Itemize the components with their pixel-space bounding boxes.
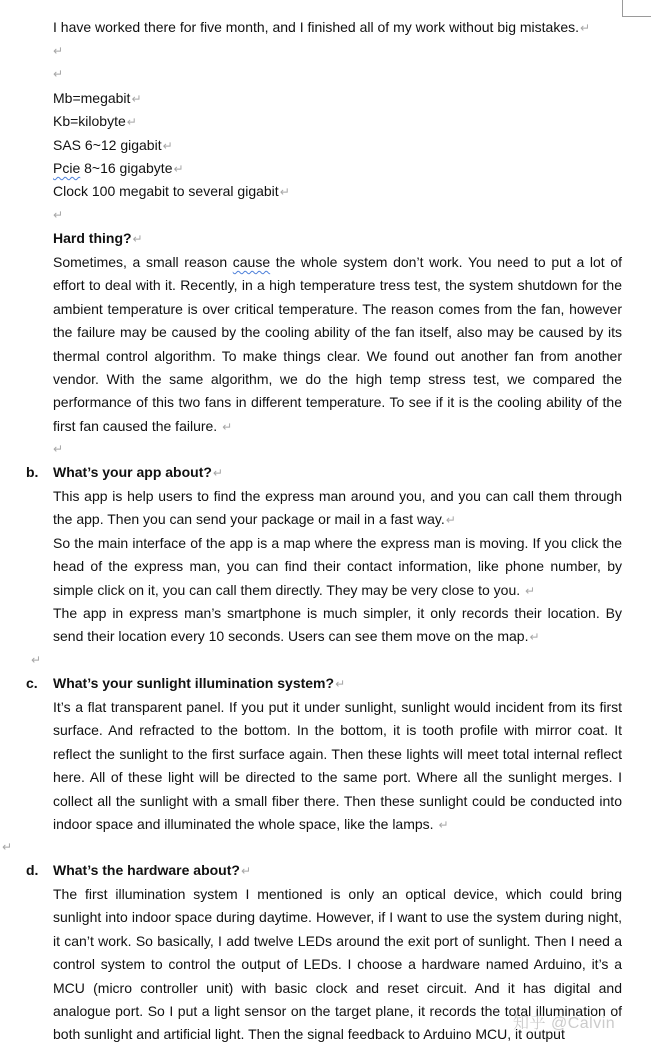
paragraph-mark-icon: ↵ — [529, 630, 540, 645]
paragraph-mark-icon: ↵ — [31, 653, 42, 667]
spellcheck-flagged-word[interactable]: Pcie — [53, 160, 81, 176]
list-marker-c: c. — [26, 675, 38, 691]
paragraph-mark-icon: ↵ — [162, 139, 173, 153]
paragraph-mark-icon: ↵ — [222, 419, 233, 434]
page-corner-mark — [622, 0, 651, 17]
glossary-clock — [53, 180, 290, 204]
section-c-heading — [53, 672, 345, 696]
paragraph-mark-icon: ↵ — [438, 818, 449, 833]
section-b-heading-text: What’s your app about? — [53, 464, 212, 480]
glossary-sas — [53, 134, 173, 158]
section-d-text: The first illumination system I mentioned is only an optical device, which could bring sunlight into indoor space during daytime. However, if I want to use the system during night, it can’t work. So basically, I add twelve LEDs around the exit port of sunlight. Then I need a control system to control the output of LEDs. I choose a hardware named Arduino, it’s a MCU (micro controller unit) with basic clock and reset circuit. And it has digital and analogue port. So I put a light sensor on the target plane, it records the total illumination of both sunlight and artificial light. Then the signal feedback to Arduino MCU, it output — [53, 886, 622, 1043]
section-b-text: This app is help users to find the express man around you, and you can call them through the app. Then you can send your package or mail in a fast way. — [53, 488, 622, 528]
glossary-mb-text: Mb=megabit — [53, 90, 131, 106]
hard-thing-text: Sometimes, a small reason — [53, 254, 233, 270]
section-d-heading-text: What’s the hardware about? — [53, 862, 240, 878]
paragraph-mark-icon: ↵ — [53, 442, 64, 456]
spellcheck-flagged-word[interactable]: cause — [232, 254, 271, 270]
paragraph-mark-icon: ↵ — [126, 115, 137, 129]
section-c-text: It’s a flat transparent panel. If you put it under sunlight, sunlight would incident from its first surface. And refracted to the bottom. In the bottom, it is tooth profile with mirror coat. It reflect the sunlight to the first surface again. Then these lights will meet total internal reflect here. All of these light will be directed to the same port. Where all the sunlight merges. I collect all the sunlight with a small fiber there. Then these sunlight could be conducted into indoor space and illuminated the whole space, like the lamps. — [53, 699, 622, 833]
paragraph-mark-icon: ↵ — [279, 185, 290, 199]
section-d-heading — [53, 859, 251, 883]
glossary-pcie — [53, 157, 184, 181]
paragraph-mark-icon: ↵ — [240, 864, 252, 878]
paragraph-mark-icon: ↵ — [131, 92, 142, 106]
paragraph-mark-icon: ↵ — [2, 840, 13, 854]
glossary-pcie-text: 8~16 gigabyte — [80, 160, 173, 176]
paragraph-mark-icon: ↵ — [525, 583, 536, 598]
watermark: 知乎 @Calvin — [513, 1015, 616, 1032]
section-c-heading-text: What’s your sunlight illumination system? — [53, 675, 335, 691]
section-b-heading — [53, 461, 223, 485]
paragraph-mark-icon: ↵ — [335, 677, 346, 691]
glossary-sas-text: SAS 6~12 gigabit — [53, 137, 162, 153]
section-b-text: The app in express man’s smartphone is much simpler, it only records their location. By send their location every 10 seconds. Users can see them move on the map. — [53, 605, 622, 645]
glossary-kb — [53, 110, 137, 134]
list-marker-b: b. — [26, 464, 39, 480]
section-b-paragraph-3 — [53, 602, 622, 650]
paragraph-mark-icon: ↵ — [173, 162, 184, 176]
paragraph-mark-icon: ↵ — [53, 67, 64, 81]
section-b-text: So the main interface of the app is a map where the express man is moving. If you click the head of the express man, you can find their contact information, like phone number, by simple click on it, you can call them directly. They may be very close to you. — [53, 535, 622, 598]
glossary-kb-text: Kb=kilobyte — [53, 113, 126, 129]
intro-line — [53, 16, 590, 40]
paragraph-mark-icon: ↵ — [53, 44, 64, 58]
glossary-mb — [53, 87, 142, 111]
paragraph-mark-icon: ↵ — [53, 208, 64, 222]
hard-thing-paragraph — [53, 251, 622, 439]
intro-text: I have worked there for five month, and I finished all of my work without big mistakes. — [53, 19, 580, 35]
hard-thing-heading — [53, 227, 143, 251]
section-c-paragraph-1 — [53, 696, 622, 837]
paragraph-mark-icon: ↵ — [212, 466, 223, 480]
paragraph-mark-icon: ↵ — [580, 21, 591, 35]
hard-thing-text: the whole system don’t work. You need to put a lot of effort to deal with it. Recently, in a high temperature tress test, the system shutdown for the ambient temperature is over critical temperature. The reason comes from the fan, however the failure may be caused by the cooling ability of the fan itself, also may be caused by its thermal control algorithm. To make things clear. We found out another fan from another vendor. With the same algorithm, we do the high temp stress test, we compared the performance of this two fans in different temperature. To see if it is the cooling ability of the first fan caused the failure. — [53, 254, 622, 434]
glossary-clock-text: Clock 100 megabit to several gigabit — [53, 183, 279, 199]
section-b-paragraph-2 — [53, 532, 622, 603]
section-b-paragraph-1 — [53, 485, 622, 533]
hard-thing-heading-text: Hard thing? — [53, 230, 132, 246]
paragraph-mark-icon: ↵ — [445, 513, 456, 528]
list-marker-d: d. — [26, 862, 39, 878]
paragraph-mark-icon: ↵ — [132, 232, 143, 246]
